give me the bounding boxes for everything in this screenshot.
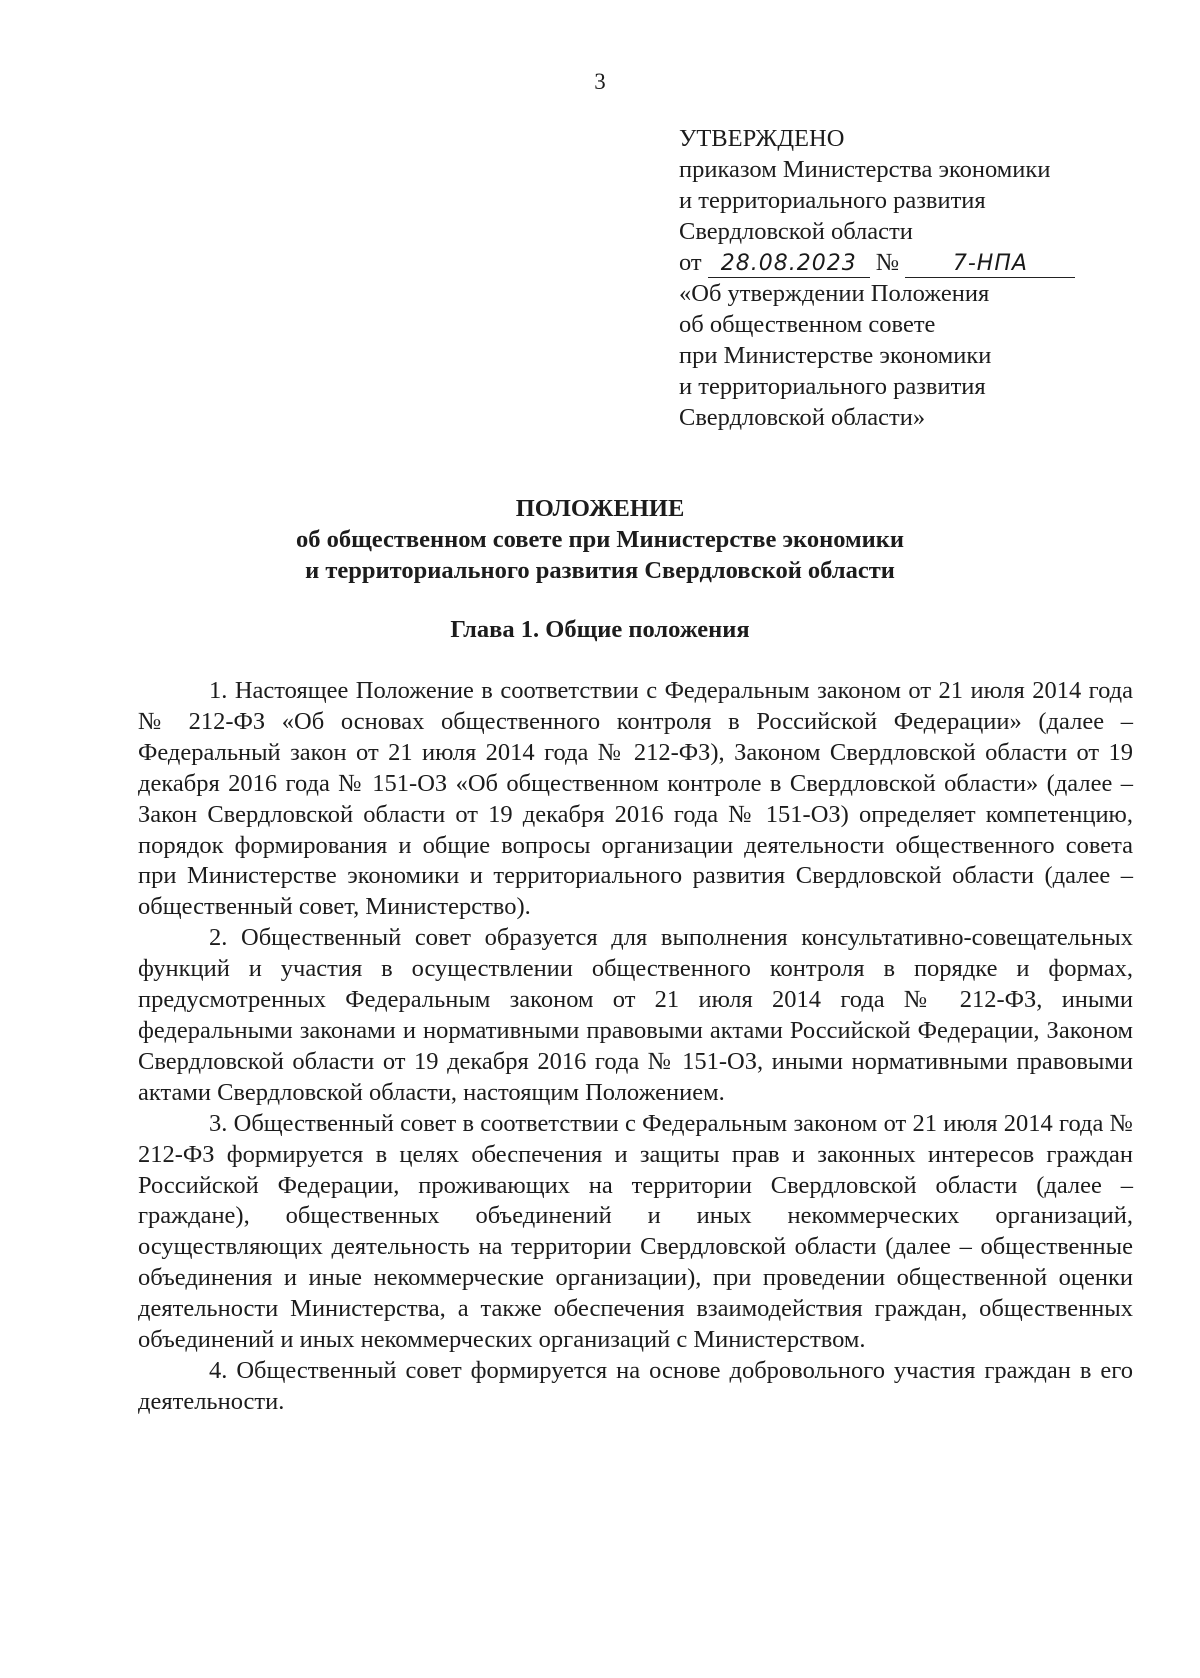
- document-title-subtitle: и территориального развития Свердловской области: [305, 557, 895, 584]
- approval-line: приказом Министерства экономики: [679, 156, 1051, 183]
- chapter-heading: Глава 1. Общие положения: [450, 616, 750, 643]
- paragraph: 3. Общественный совет в соответствии с Федеральным законом от 21 июля 2014 года № 212-ФЗ формируется в целях обеспечения и защиты прав и законных интересов граждан Российской Федерации, проживающих на территории Свердловской области (далее – граждане), общественных объединений и иных некоммерческих организаций, осуществляющих деятельность на территории Свердловской области (далее – общественные объединения и иные некоммерческие организации), при проведении общественной оценки деятельности Министерства, а также обеспечения взаимодействия граждан, общественных объединений и иных некоммерческих организаций с Министерством.: [138, 1109, 1133, 1354]
- handwritten-date: 28.08.2023: [708, 251, 870, 278]
- approval-title-line: и территориального развития: [679, 373, 986, 400]
- document-title-main: ПОЛОЖЕНИЕ: [515, 495, 685, 522]
- document-title: [0, 493, 1200, 586]
- date-prefix: от: [679, 249, 702, 276]
- approval-line: и территориального развития: [679, 187, 986, 214]
- page-number: 3: [594, 69, 606, 94]
- document-body: [138, 676, 1133, 1418]
- paragraph: 4. Общественный совет формируется на основе добровольного участия граждан в его деятельности.: [138, 1356, 1133, 1415]
- document-title-subtitle: об общественном совете при Министерстве экономики: [295, 526, 905, 553]
- approval-stamp: [679, 123, 1119, 433]
- approval-title-line: об общественном совете: [679, 311, 936, 338]
- approval-title-line: «Об утверждении Положения: [679, 280, 990, 307]
- paragraph: 1. Настоящее Положение в соответствии с Федеральным законом от 21 июля 2014 года № 212-ФЗ «Об основах общественного контроля в Российской Федерации» (далее – Федеральный закон от 21 июля 2014 года № 212-ФЗ), Законом Свердловской области от 19 декабря 2016 года № 151-ОЗ «Об общественном контроле в Свердловской области» (далее – Закон Свердловской области от 19 декабря 2016 года № 151-ОЗ) определяет компетенцию, порядок формирования и общие вопросы организации деятельности общественного совета при Министерстве экономики и территориального развития Свердловской области (далее – общественный совет, Министерство).: [138, 677, 1133, 921]
- approval-title-line: Свердловской области»: [679, 404, 926, 431]
- paragraph: 2. Общественный совет образуется для выполнения консультативно-совещательных функций и участия в осуществлении общественного контроля в порядке и формах, предусмотренных Федеральным законом от 21 июля 2014 года № 212-ФЗ, иными федеральными законами и нормативными правовыми актами Российской Федерации, Законом Свердловской области от 19 декабря 2016 года № 151-ОЗ, иными нормативными правовыми актами Свердловской области, настоящим Положением.: [138, 924, 1133, 1106]
- handwritten-number: 7-НПА: [905, 251, 1075, 278]
- approval-title-line: при Министерстве экономики: [679, 342, 992, 369]
- approval-date-number-line: [679, 247, 1119, 278]
- number-prefix: №: [875, 249, 900, 276]
- approval-heading: УТВЕРЖДЕНО: [679, 125, 845, 152]
- approval-line: Свердловской области: [679, 218, 913, 245]
